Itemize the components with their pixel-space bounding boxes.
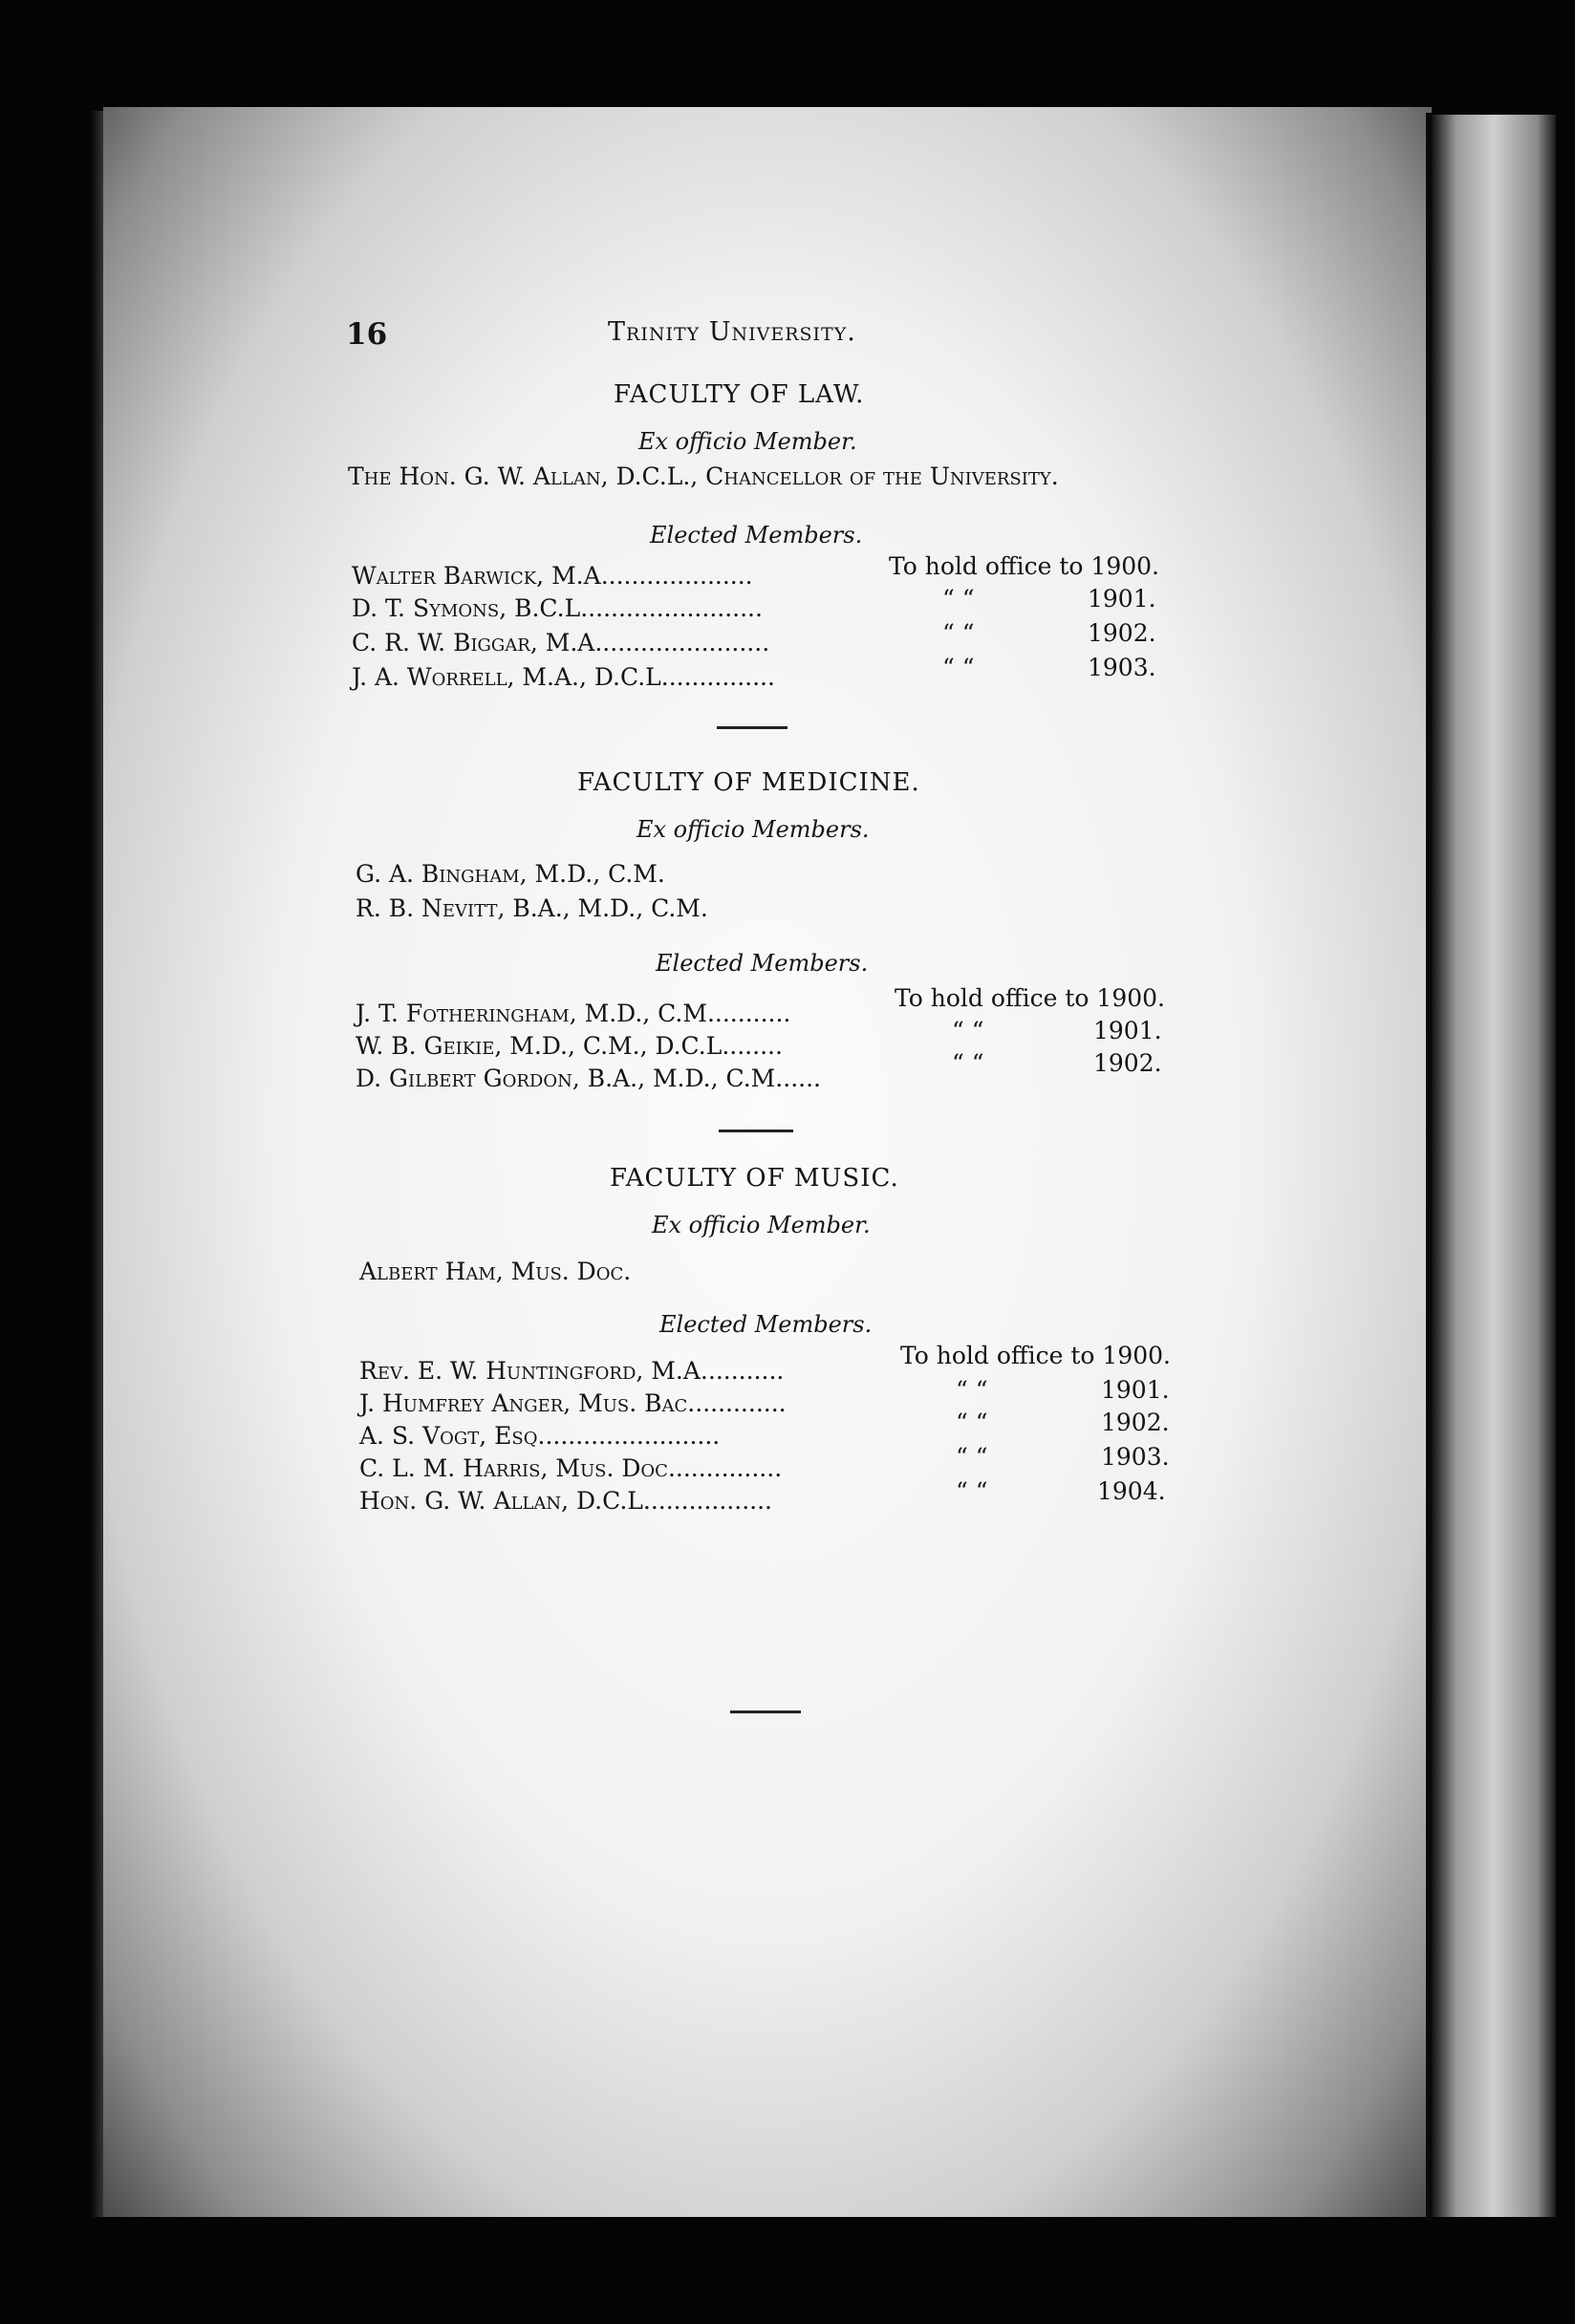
medicine-member-row (356, 1065, 821, 1092)
leader-dots: ...... (775, 1065, 821, 1092)
law-member-row (352, 663, 775, 691)
term-year: 1902. (1093, 1049, 1162, 1077)
member-name: C. R. W. Biggar, M.A (352, 629, 595, 656)
member-name: C. L. M. Harris, Mus. Doc (359, 1454, 668, 1482)
section-title-music: FACULTY OF MUSIC. (610, 1164, 899, 1193)
music-member-row (359, 1487, 772, 1515)
term-text: To hold office to 1900. (895, 984, 1165, 1012)
ex-officio-heading-medicine: Ex officio Members. (636, 816, 870, 843)
term-year: 1904. (1097, 1477, 1166, 1505)
member-name: J. A. Worrell, M.A., D.C.L (352, 663, 661, 691)
term-year: 1902. (1088, 619, 1156, 647)
ditto-marks: “ “ (942, 654, 975, 681)
section-divider (717, 726, 788, 729)
member-name: A. S. Vogt, Esq. (359, 1422, 546, 1450)
member-name: J. T. Fotheringham, M.D., C.M. (356, 1000, 715, 1027)
book-page (103, 107, 1432, 2217)
ditto-marks: “ “ (956, 1376, 988, 1404)
leader-dots: ....................... (594, 629, 770, 656)
leader-dots: .................... (600, 562, 753, 590)
member-name: Rev. E. W. Huntingford, M.A (359, 1357, 701, 1385)
music-member-row (359, 1422, 720, 1450)
leader-dots: ............... (667, 1454, 783, 1482)
leader-dots: ........ (722, 1032, 783, 1060)
leader-dots: ........... (700, 1357, 785, 1385)
music-member-row (359, 1389, 787, 1417)
ex-officio-member-medicine: G. A. Bingham, M.D., C.M. (356, 860, 665, 888)
leader-dots: ................. (642, 1487, 772, 1515)
law-member-row (352, 594, 763, 622)
ex-officio-member-music: Albert Ham, Mus. Doc. (359, 1258, 632, 1285)
page-number: 16 (346, 317, 388, 352)
leader-dots: .......... (714, 1000, 791, 1027)
leader-dots: ............... (660, 663, 775, 691)
member-name: Hon. G. W. Allan, D.C.L (359, 1487, 643, 1515)
section-divider (719, 1130, 793, 1132)
music-member-row (359, 1454, 782, 1482)
ditto-marks: “ “ (956, 1443, 988, 1471)
ex-officio-heading-law: Ex officio Member. (638, 428, 857, 455)
term-year: 1903. (1088, 654, 1156, 681)
ex-officio-heading-music: Ex officio Member. (652, 1212, 871, 1238)
member-name: Walter Barwick, M.A (352, 562, 601, 590)
ditto-marks: “ “ (952, 1049, 984, 1077)
end-divider (730, 1711, 801, 1713)
elected-heading-law: Elected Members. (650, 522, 863, 549)
member-name: D. Gilbert Gordon, B.A., M.D., C.M (356, 1065, 776, 1092)
term-year: 1901. (1088, 585, 1156, 613)
term-year: 1901. (1093, 1017, 1162, 1044)
leader-dots: ............. (687, 1389, 787, 1417)
ditto-marks: “ “ (956, 1477, 988, 1505)
elected-heading-music: Elected Members. (659, 1311, 873, 1338)
ditto-marks: “ “ (942, 619, 975, 647)
leader-dots: ....................... (588, 594, 763, 622)
law-member-row (352, 562, 753, 590)
music-member-row (359, 1357, 784, 1385)
elected-heading-medicine: Elected Members. (656, 950, 869, 977)
ex-officio-member-medicine: R. B. Nevitt, B.A., M.D., C.M. (356, 894, 708, 922)
ditto-marks: “ “ (942, 585, 975, 613)
term-year: 1901. (1101, 1376, 1170, 1404)
section-title-law: FACULTY OF LAW. (614, 380, 865, 409)
section-title-medicine: FACULTY OF MEDICINE. (577, 768, 920, 797)
law-member-row (352, 629, 769, 656)
member-name: D. T. Symons, B.C.L. (352, 594, 589, 622)
term-text: To hold office to 1900. (889, 552, 1159, 580)
term-text: To hold office to 1900. (900, 1342, 1171, 1369)
medicine-member-row (356, 1000, 790, 1027)
medicine-member-row (356, 1032, 783, 1060)
term-year: 1902. (1101, 1409, 1170, 1436)
facing-page-edge (1432, 115, 1556, 2217)
running-title: Trinity University. (608, 317, 856, 347)
member-name: W. B. Geikie, M.D., C.M., D.C.L (356, 1032, 723, 1060)
ex-officio-member-law: The Hon. G. W. Allan, D.C.L., Chancellor of the University. (348, 463, 1059, 490)
ditto-marks: “ “ (952, 1017, 984, 1044)
term-year: 1903. (1101, 1443, 1170, 1471)
leader-dots: ....................... (545, 1422, 721, 1450)
member-name: J. Humfrey Anger, Mus. Bac (359, 1389, 688, 1417)
ditto-marks: “ “ (956, 1409, 988, 1436)
